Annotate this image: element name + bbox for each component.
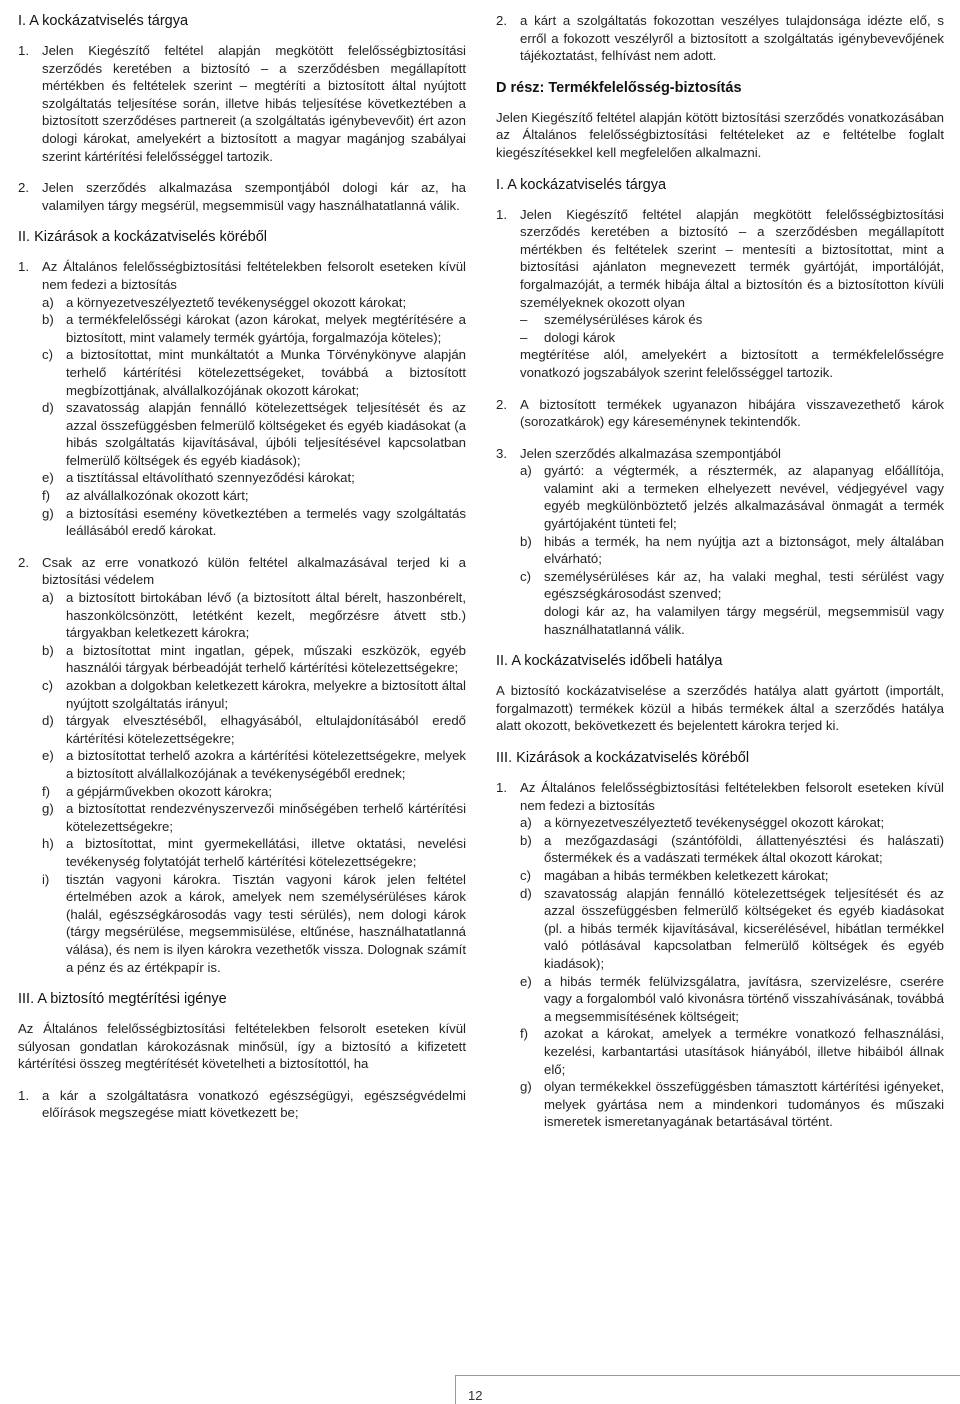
list-item [42, 505, 466, 540]
item-letter: f) [42, 488, 51, 504]
numbered-paragraph [18, 1087, 466, 1122]
exclusions-list [18, 258, 466, 540]
numbered-paragraph [496, 445, 944, 463]
item-number: 2. [496, 13, 507, 28]
item-letter: c) [520, 867, 531, 883]
numbered-paragraph [496, 12, 944, 65]
list-item [42, 469, 466, 487]
item-text: a gépjárművekben okozott károkra; [66, 783, 272, 799]
exclusions-list [18, 554, 466, 976]
paragraph-text: Jelen szerződés alkalmazása szempontjából dologi kár az, ha valamilyen tárgy megsérül, megsemmisül vagy használhatatlanná válik. [42, 180, 466, 213]
item-text: a környezetveszélyeztető tevékenységgel okozott károkat; [544, 815, 885, 831]
exclusions-list [496, 779, 944, 1131]
item-number: 2. [496, 396, 507, 412]
item-letter: b) [42, 642, 54, 658]
paragraph-text: a kárt a szolgáltatás fokozottan veszélyes tulajdonsága idézte elő, s erről a fokozott veszélyről a biztosított a szolgáltatás igénybevevőjének tájékoztatást, felhívást nem adott. [520, 13, 944, 64]
item-letter: c) [42, 678, 53, 693]
page-number: 12 [468, 1388, 483, 1403]
paragraph-text: Az Általános felelősségbiztosítási feltételekben felsorolt eseteken kívül nem fedezi a biztosítás [520, 780, 944, 813]
item-letter: b) [520, 533, 532, 549]
list-item [520, 973, 944, 1026]
item-text: a mezőgazdasági (szántóföldi, állattenyésztési és halászati) őstermékek és a vadászati termékek által okozott károkat; [544, 832, 944, 866]
item-text: személysérüléses kár az, ha valaki meghal, testi sérülést vagy egészségkárosodást szenved; [544, 568, 944, 602]
page-divider [490, 1375, 960, 1376]
item-letter: f) [42, 783, 51, 799]
item-number: 1. [18, 43, 29, 58]
dash-item [520, 329, 944, 347]
list-item [520, 867, 944, 885]
list-item [42, 311, 466, 346]
paragraph-text: a kár a szolgáltatásra vonatkozó egészségügyi, egészségvédelmi előírások megszegése miatt következett be; [42, 1087, 466, 1121]
list-item [42, 783, 466, 801]
paragraph-text: Jelen Kiegészítő feltétel alapján megkötött felelősségbiztosítási szerződés keretében a biztosító – a szerződésben megállapított mértékben és feltételek szerint – mentesíti a biztosítottat, mint a biztosítási ajánlaton megnevezett termék gyártóját, importálóját, forgalmazóját, a termék hibája által a biztosítón és a biztosítotton kívüli személyeknek okozott olyan [520, 206, 944, 310]
section-heading: II. A kockázatviselés időbeli hatálya [496, 653, 723, 670]
item-text: a biztosítottat terhelő azokra a kártérítési kötelezettségekre, melyek a biztosított alvállalkozójának a tevékenységéből erednek; [66, 748, 466, 781]
item-text: a biztosítási esemény következtében a termelés vagy szolgáltatás leállásából eredő károkat. [66, 505, 466, 539]
list-item [42, 712, 466, 747]
item-letter: a) [520, 815, 532, 831]
list-item [520, 1078, 944, 1131]
numbered-paragraph-head [496, 206, 944, 312]
numbered-paragraph [496, 396, 944, 431]
list-item [520, 1025, 944, 1078]
item-letter: i) [42, 871, 50, 887]
item-text: olyan termékekkel összefüggésben támasztott kártérítési igényeket, melyek gyártása nem a mindenkori tudományos és műszaki ismeretek ismeretanyagának betartásával történt. [544, 1079, 944, 1130]
section-heading: III. A biztosító megtérítési igénye [18, 991, 227, 1008]
item-number: 3. [496, 445, 507, 461]
item-letter: d) [520, 885, 532, 901]
item-text: magában a hibás termékben keletkezett károkat; [544, 867, 829, 883]
paragraph-text: Az Általános felelősségbiztosítási feltételekben felsorolt eseteken kívül nem fedezi a biztosítás [42, 259, 466, 292]
paragraph-text: dologi kár az, ha valamilyen tárgy megsérül, megsemmisül vagy használhatatlanná válik. [544, 604, 944, 637]
numbered-paragraph [18, 42, 466, 165]
list-item [520, 533, 944, 568]
list-item [42, 835, 466, 870]
dash-list [496, 311, 944, 346]
item-number: 1. [496, 206, 507, 222]
numbered-paragraph [18, 258, 466, 293]
item-number: 2. [18, 554, 29, 570]
item-letter: e) [520, 973, 532, 989]
list-item [42, 871, 466, 977]
item-letter: e) [42, 470, 54, 486]
paragraph-text: A biztosított termékek ugyanazon hibájára visszavezethető károk (sorozatkárok) egy káreseménynek tekintendők. [520, 396, 944, 430]
numbered-paragraph [18, 554, 466, 589]
dash-text: dologi károk [544, 329, 616, 345]
item-letter: a) [42, 294, 54, 310]
dash-marker: – [520, 329, 528, 345]
list-item [42, 642, 466, 677]
item-letter: g) [520, 1079, 532, 1095]
numbered-paragraph [496, 206, 944, 382]
item-number: 2. [18, 180, 29, 196]
item-text: azokat a károkat, amelyek a termékre vonatkozó felhasználási, kezelési, karbantartási utasítások hiányából, illetve hibáiból állnak elő; [544, 1026, 944, 1077]
paragraph-text: Jelen Kiegészítő feltétel alapján kötött biztosítási szerződés vonatkozásában az Általános felelősségbiztosítási feltételeket az e feltételbe foglalt kiegészítésekkel kell megfelelően alkalmazni. [496, 109, 944, 160]
dash-text: személysérüléses károk és [544, 312, 703, 328]
item-letter: b) [42, 312, 54, 328]
right-column [496, 12, 944, 1145]
section-heading: I. A kockázatviselés tárgya [18, 13, 189, 29]
paragraph-text: Jelen szerződés alkalmazása szempontjából [520, 445, 781, 461]
section-heading: I. A kockázatviselés tárgya [496, 176, 667, 193]
part-title: D rész: Termékfelelősség-biztosítás [496, 79, 742, 96]
item-text: tisztán vagyoni károkra. Tisztán vagyoni károk jelen feltétel értelmében azok a károk, amelyek nem személysérüléses károk (halál, egészségkárosodás vagy testi sérülés), nem dologi károk (tárgy megsérülése, megsemmisülése, eltűnése, használhatatlanná válása), és nem is ilyen károkra vezethetők vissza. Dolognak számít a pénz és az értékpapír is. [66, 871, 466, 975]
item-letter: d) [42, 400, 54, 416]
list-item [42, 677, 466, 712]
item-letter: d) [42, 713, 54, 729]
paragraph-text: Csak az erre vonatkozó külön feltétel alkalmazásával terjed ki a biztosítási védelem [42, 554, 466, 588]
item-number: 1. [496, 780, 507, 795]
item-letter: a) [520, 463, 532, 479]
item-text: a biztosítottat rendezvényszervezői minőségében terhelő kártérítési kötelezettségekre; [66, 801, 466, 834]
item-text: a hibás termék felülvizsgálatra, javításra, szervizelésre, cserére vagy a forgalomból való kivonásra történő visszahívásának, továbbá a megsemmisítésének költségeit; [544, 973, 944, 1024]
item-letter: g) [42, 505, 54, 521]
list-item [520, 568, 944, 603]
list-item [42, 399, 466, 469]
item-text: a környezetveszélyeztető tevékenységgel okozott károkat; [66, 294, 407, 310]
paragraph-text: A biztosító kockázatviselése a szerződés hatálya alatt gyártott (importált, forgalmazott) termékek közül a hibás termékek által a szerződés hatálya alatt okozott, bekövetkezett és bejelentett károkra terjed ki. [496, 683, 944, 734]
list-item [42, 487, 466, 505]
list-item [42, 800, 466, 835]
item-letter: h) [42, 836, 54, 852]
item-letter: c) [42, 347, 53, 363]
list-item [520, 885, 944, 973]
item-text: gyártó: a végtermék, a résztermék, az alapanyag előállítója, valamint aki a termeken elhelyezett nevével, védjegyével vagy egyéb megkülönböztető jelzés alkalmazásával önmagát a termék gyártójaként tünteti fel; [544, 463, 944, 532]
section-heading: II. Kizárások a kockázatviselés köréből [18, 229, 268, 246]
list-item [520, 832, 944, 867]
item-text: szavatosság alapján fennálló kötelezettségek teljesítését és az azzal összefüggésben felmerülő költségeket és egyéb kiadásokat (pl. a hibás termék kijavításával, kicserélésével, hibátlan termékkel való pótlásával kapcsolatban felmerülő költségek és egyéb kiadások); [544, 885, 944, 971]
item-text: azokban a dolgokban keletkezett károkra, melyekre a biztosított által nyújtott szolgáltatás irányul; [66, 678, 466, 711]
item-letter: e) [42, 748, 54, 764]
item-text: hibás a termék, ha nem nyújtja azt a biztonságot, mely általában elvárható; [544, 533, 944, 567]
dash-item [520, 311, 944, 329]
item-number: 1. [18, 1087, 29, 1103]
numbered-paragraph [496, 779, 944, 814]
list-item [520, 814, 944, 832]
item-text: a biztosítottat, mint gyermekellátási, illetve oktatási, nevelési tevékenység folytatóját terhelő kártérítési kötelezettségekre; [66, 836, 466, 869]
item-text: a biztosítottat, mint munkáltatót a Munka Törvénykönyve alapján terhelő kártérítési kötelezettségeket, továbbá a biztosított megbízottjának, alvállalkozójának okozott károkat; [66, 347, 466, 398]
item-letter: a) [42, 590, 54, 606]
item-text: szavatosság alapján fennálló kötelezettségek teljesítését és az azzal összefüggésben felmerülő költségeket és egyéb kiadásokat (a hibás szolgáltatás kijavításával, újbóli teljesítésével kapcsolatban felmerülő költségek és egyéb kiadások); [66, 400, 466, 468]
paragraph-text: Az Általános felelősségbiztosítási feltételekben felsorolt eseteken kívül súlyosan gondatlan károkozásnak minősül, így a biztosító a kifizetett kártérítési összeg megtérítését követelheti a biztosítottól, ha [18, 1021, 466, 1072]
item-letter: f) [520, 1026, 529, 1042]
item-text: az alvállalkozónak okozott kárt; [66, 488, 249, 504]
definitions-list [496, 445, 944, 639]
list-item [42, 589, 466, 642]
dash-marker: – [520, 312, 528, 328]
paragraph-text: megtérítése alól, amelyekért a biztosított a termékfelelősségre vonatkozó jogszabályok szerint felelősséggel tartozik. [520, 347, 944, 380]
item-text: a biztosított birtokában lévő (a biztosított által bérelt, haszonbérelt, haszonkölcsönzött, letétként kezelt, megőrzésre átvett stb.) tárgyakban keletkezett károkra; [66, 590, 466, 641]
item-letter: g) [42, 801, 54, 817]
list-item [42, 294, 466, 312]
item-text: a tisztítással eltávolítható szennyeződési károkat; [66, 470, 355, 486]
item-number: 1. [18, 259, 29, 275]
list-item [42, 747, 466, 782]
item-text: a termékfelelősségi károkat (azon károkat, melyek megtérítésére a biztosított, mint valamely termék gyártója, forgalmazója köteles); [66, 312, 466, 345]
item-text: tárgyak elvesztéséből, elhagyásából, eltulajdonításából eredő kártérítési kötelezettségekre; [66, 713, 466, 746]
paragraph-text: Jelen Kiegészítő feltétel alapján megkötött felelősségbiztosítási szerződés keretében a biztosító – a szerződésben megállapított mértékben és feltételek szerint – megtéríti a biztosított által nyújtott szolgáltatás teljesítése során, illetve hibás teljesítése következtében a biztosított szerződéses partnereit (a szolgáltatás igénybevevőit) ért azon dologi károkat, amelyekért a biztosított a magyar magánjog szabályai szerint kártérítési felelősséggel tartozik. [42, 43, 466, 164]
list-item [520, 462, 944, 532]
list-item [42, 346, 466, 399]
item-letter: b) [520, 832, 532, 848]
left-column [18, 12, 466, 1136]
item-text: a biztosítottat mint ingatlan, gépek, műszaki eszközök, egyéb használói tárgyak bérbeadóját terhelő kártérítési kötelezettségekre; [66, 642, 466, 676]
item-letter: c) [520, 568, 531, 584]
numbered-paragraph [18, 179, 466, 214]
section-heading: III. Kizárások a kockázatviselés köréből [496, 750, 750, 766]
